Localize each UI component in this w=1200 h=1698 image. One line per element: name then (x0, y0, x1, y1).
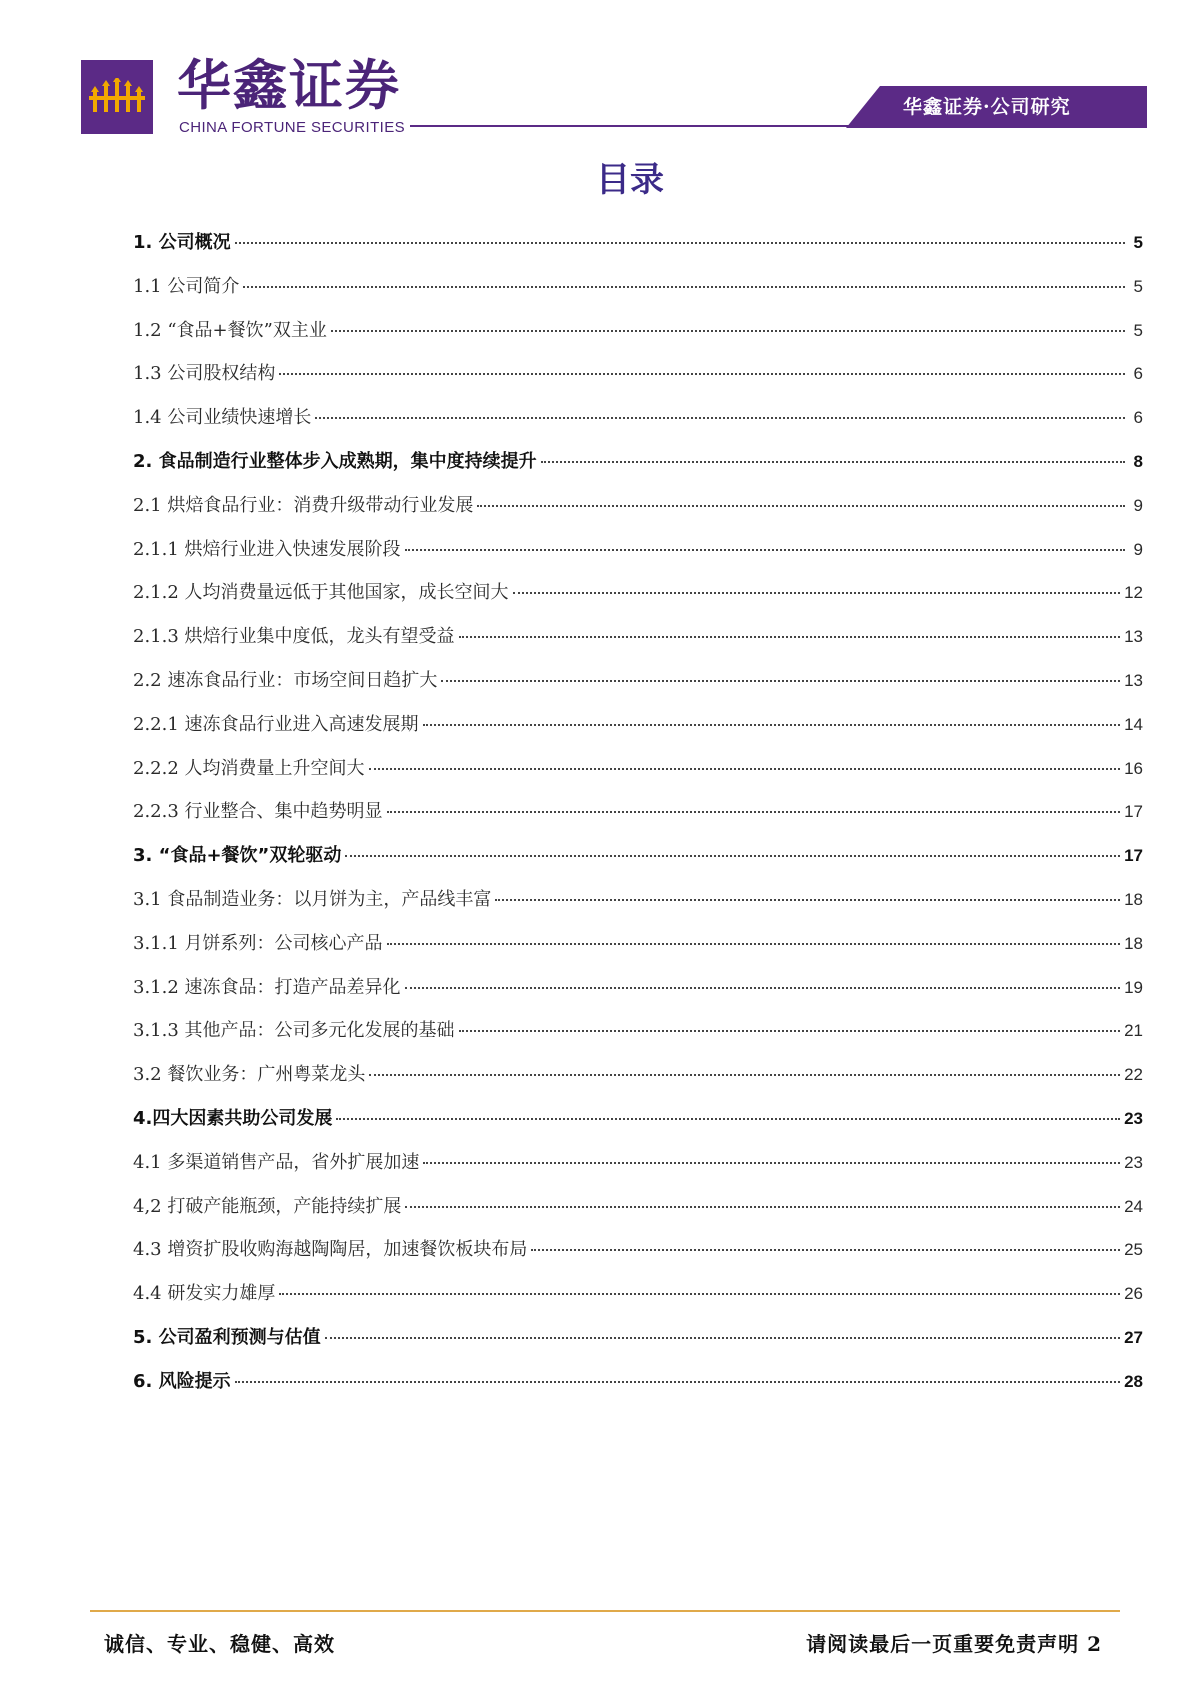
toc-entry[interactable] (133, 266, 1143, 310)
toc-entry[interactable] (133, 1098, 1143, 1142)
toc-entry-label: 2.1 烘焙食品行业：消费升级带动行业发展 (133, 494, 474, 516)
toc-entry[interactable] (133, 1010, 1143, 1054)
toc-entry-page-number: 8 (1133, 451, 1143, 471)
toc-leader-dots (441, 680, 1120, 682)
table-of-contents (133, 222, 1143, 1405)
toc-entry[interactable] (133, 1142, 1143, 1186)
toc-entry-label: 1.1 公司简介 (133, 275, 240, 297)
toc-entry-page-number: 12 (1124, 583, 1143, 603)
toc-entry[interactable] (133, 222, 1143, 266)
toc-leader-dots (387, 943, 1121, 945)
toc-entry-label: 1.3 公司股权结构 (133, 363, 276, 385)
toc-leader-dots (279, 373, 1125, 375)
toc-leader-dots (279, 1293, 1120, 1295)
toc-entry-page-number: 21 (1124, 1021, 1143, 1041)
toc-leader-dots (541, 461, 1125, 463)
toc-entry-page-number: 14 (1124, 714, 1143, 734)
toc-entry[interactable] (133, 1317, 1143, 1361)
toc-leader-dots (235, 1381, 1120, 1383)
toc-entry-label: 2.2.2 人均消费量上升空间大 (133, 757, 365, 779)
toc-leader-dots (405, 1206, 1120, 1208)
toc-entry-page-number: 5 (1133, 233, 1143, 252)
page-header (0, 0, 1200, 150)
toc-leader-dots (336, 1118, 1120, 1120)
toc-entry[interactable] (133, 704, 1143, 748)
toc-entry-page-number: 6 (1133, 408, 1143, 428)
toc-entry-page-number: 28 (1124, 1371, 1143, 1391)
toc-entry[interactable] (133, 1186, 1143, 1230)
toc-entry[interactable] (133, 353, 1143, 397)
toc-entry[interactable] (133, 791, 1143, 835)
toc-entry-label: 4.4 研发实力雄厚 (133, 1283, 276, 1305)
toc-entry-label: 3.1 食品制造业务：以月饼为主，产品线丰富 (133, 888, 492, 910)
toc-entry-label: 4.四大因素共助公司发展 (133, 1107, 333, 1129)
toc-entry-page-number: 26 (1124, 1284, 1143, 1304)
logo-emblem-icon (89, 78, 145, 118)
toc-entry[interactable] (133, 485, 1143, 529)
toc-entry[interactable] (133, 1273, 1143, 1317)
toc-entry-page-number: 22 (1124, 1065, 1143, 1085)
toc-entry-label: 1.2 “食品+餐饮”双主业 (133, 319, 327, 341)
header-tab-label: 华鑫证券·公司研究 (903, 96, 1071, 118)
toc-leader-dots (387, 811, 1121, 813)
toc-entry-page-number: 18 (1124, 889, 1143, 909)
toc-leader-dots (405, 987, 1121, 989)
toc-leader-dots (315, 417, 1125, 419)
toc-entry-page-number: 5 (1133, 320, 1143, 340)
toc-entry-label: 3.2 餐饮业务：广州粤菜龙头 (133, 1064, 366, 1086)
toc-entry-page-number: 13 (1124, 670, 1143, 690)
toc-entry-label: 2.2.3 行业整合、集中趋势明显 (133, 801, 383, 823)
toc-entry-page-number: 27 (1124, 1327, 1143, 1347)
toc-leader-dots (495, 899, 1120, 901)
toc-entry-page-number: 16 (1124, 758, 1143, 778)
toc-entry-page-number: 18 (1124, 933, 1143, 953)
toc-entry-page-number: 17 (1124, 802, 1143, 822)
toc-leader-dots (459, 1030, 1121, 1032)
toc-leader-dots (477, 505, 1125, 507)
toc-leader-dots (325, 1337, 1120, 1339)
toc-entry-label: 4,2 打破产能瓶颈，产能持续扩展 (133, 1195, 402, 1217)
toc-entry[interactable] (133, 616, 1143, 660)
toc-leader-dots (405, 549, 1125, 551)
toc-entry[interactable] (133, 1361, 1143, 1405)
toc-entry[interactable] (133, 572, 1143, 616)
toc-leader-dots (243, 286, 1125, 288)
toc-leader-dots (459, 636, 1121, 638)
toc-entry-page-number: 25 (1124, 1240, 1143, 1260)
footer-motto: 诚信、专业、稳健、高效 (104, 1632, 335, 1656)
toc-leader-dots (369, 768, 1121, 770)
toc-entry-label: 4.1 多渠道销售产品，省外扩展加速 (133, 1151, 420, 1173)
toc-entry[interactable] (133, 660, 1143, 704)
toc-entry[interactable] (133, 529, 1143, 573)
brand-name-en: CHINA FORTUNE SECURITIES (179, 119, 406, 136)
toc-entry-page-number: 23 (1124, 1108, 1143, 1128)
toc-entry[interactable] (133, 835, 1143, 879)
header-divider (410, 125, 850, 127)
toc-leader-dots (423, 1162, 1120, 1164)
toc-entry-page-number: 6 (1133, 364, 1143, 384)
toc-leader-dots (345, 855, 1120, 857)
toc-entry[interactable] (133, 1229, 1143, 1273)
toc-entry-label: 3.1.1 月饼系列：公司核心产品 (133, 932, 383, 954)
toc-entry-page-number: 9 (1133, 539, 1143, 559)
toc-entry-page-number: 17 (1124, 846, 1143, 866)
footer-divider (90, 1610, 1120, 1612)
footer-disclaimer-note: 请阅读最后一页重要免责声明 2 (806, 1632, 1102, 1656)
page-title: 目录 (596, 160, 664, 200)
toc-entry-label: 2.1.1 烘焙行业进入快速发展阶段 (133, 538, 401, 560)
toc-entry-label: 3.1.3 其他产品：公司多元化发展的基础 (133, 1020, 455, 1042)
toc-leader-dots (369, 1074, 1120, 1076)
toc-entry-label: 2.1.2 人均消费量远低于其他国家，成长空间大 (133, 582, 509, 604)
toc-entry-label: 5. 公司盈利预测与估值 (133, 1326, 321, 1348)
toc-leader-dots (531, 1249, 1120, 1251)
toc-entry[interactable] (133, 923, 1143, 967)
toc-entry-label: 3.1.2 速冻食品：打造产品差异化 (133, 976, 401, 998)
company-logo (81, 60, 153, 134)
toc-entry[interactable] (133, 967, 1143, 1011)
toc-entry-label: 2.2 速冻食品行业：市场空间日趋扩大 (133, 669, 438, 691)
toc-entry[interactable] (133, 879, 1143, 923)
toc-entry-label: 1.4 公司业绩快速增长 (133, 407, 312, 429)
toc-leader-dots (423, 724, 1121, 726)
toc-entry-page-number: 13 (1124, 627, 1143, 647)
toc-entry-label: 2. 食品制造行业整体步入成熟期，集中度持续提升 (133, 450, 537, 472)
toc-entry-page-number: 19 (1124, 977, 1143, 997)
toc-entry-label: 3. “食品+餐饮”双轮驱动 (133, 845, 342, 867)
toc-entry-page-number: 9 (1133, 495, 1143, 515)
toc-entry-label: 2.1.3 烘焙行业集中度低，龙头有望受益 (133, 626, 455, 648)
toc-entry-page-number: 5 (1133, 276, 1143, 296)
toc-entry[interactable] (133, 1054, 1143, 1098)
toc-entry[interactable] (133, 441, 1143, 485)
brand-name-cn: 华鑫证券 (177, 54, 401, 117)
toc-leader-dots (331, 330, 1125, 332)
toc-entry[interactable] (133, 748, 1143, 792)
toc-entry-label: 4.3 增资扩股收购海越陶陶居，加速餐饮板块布局 (133, 1239, 528, 1261)
toc-entry-label: 2.2.1 速冻食品行业进入高速发展期 (133, 713, 419, 735)
toc-leader-dots (235, 242, 1125, 244)
toc-entry[interactable] (133, 397, 1143, 441)
toc-entry-label: 1. 公司概况 (133, 232, 231, 253)
toc-entry-page-number: 23 (1124, 1152, 1143, 1172)
toc-entry-page-number: 24 (1124, 1196, 1143, 1216)
toc-entry-label: 6. 风险提示 (133, 1370, 231, 1392)
toc-leader-dots (513, 592, 1121, 594)
toc-entry[interactable] (133, 310, 1143, 354)
